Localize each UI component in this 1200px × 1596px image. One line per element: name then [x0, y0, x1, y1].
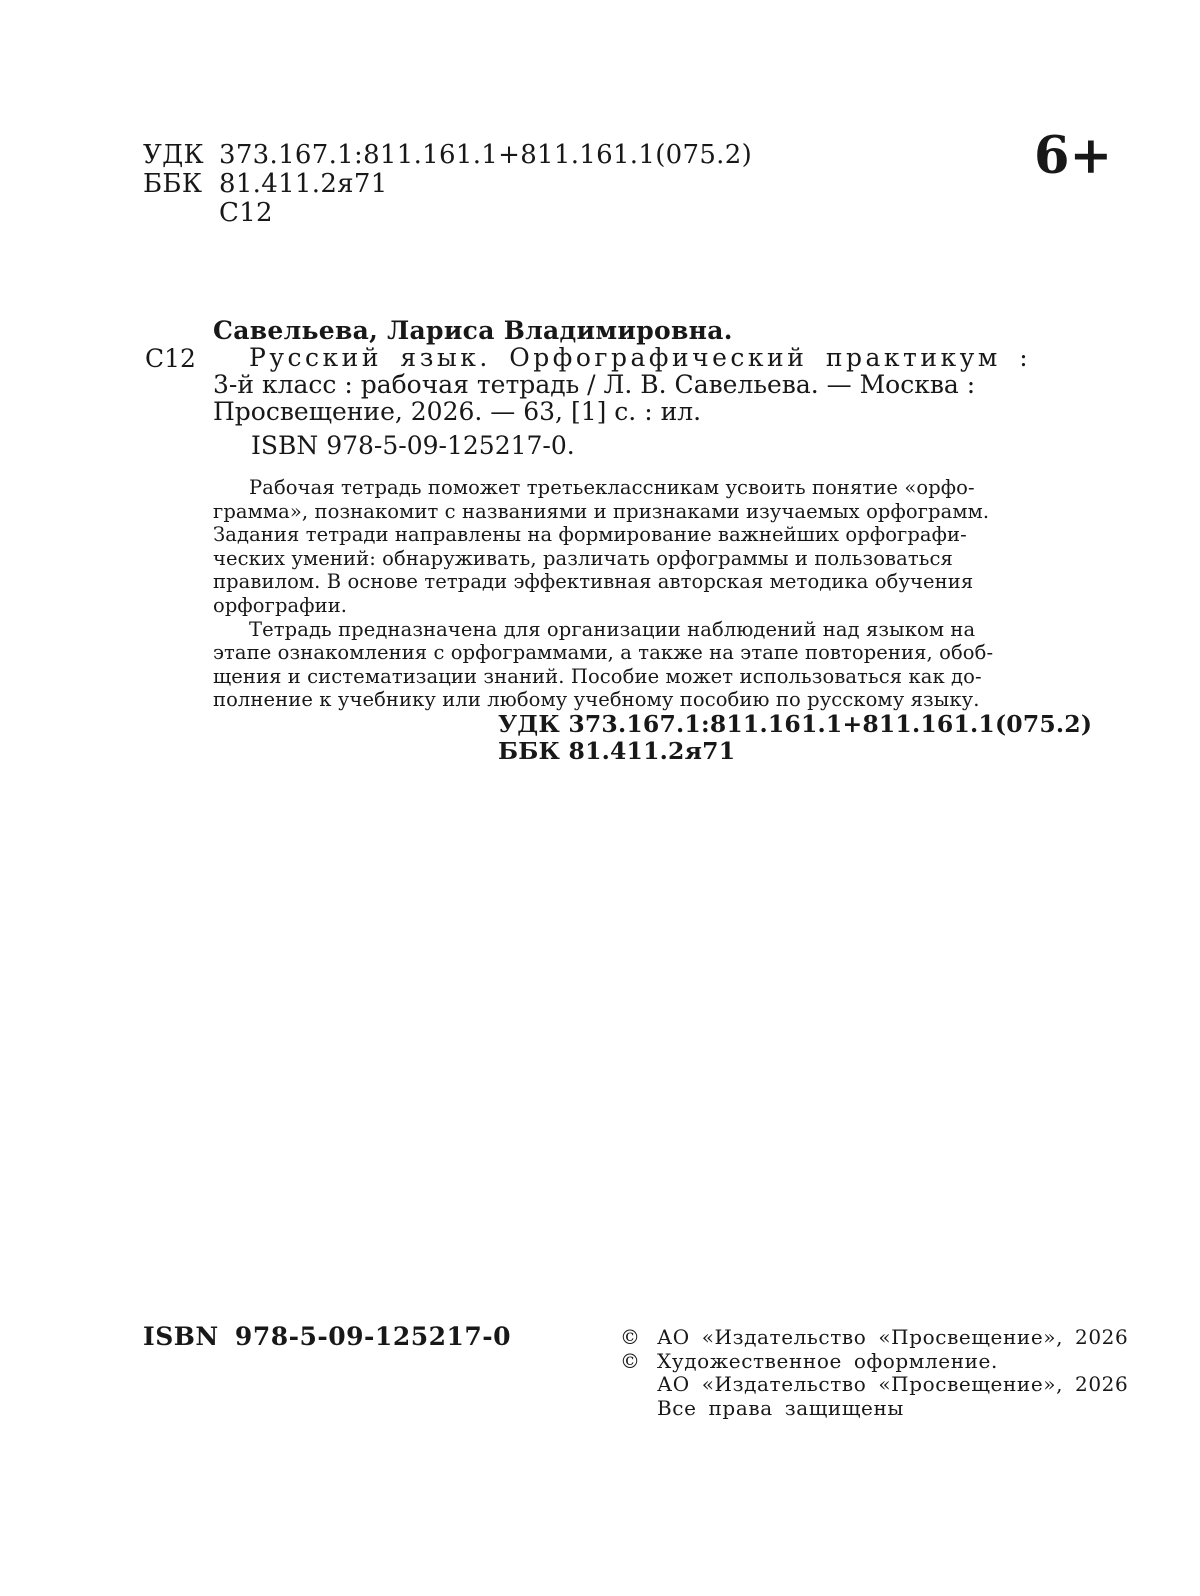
copyright-text: АО «Издательство «Просвещение», 2026 [657, 1325, 1129, 1349]
author-sign: С12 [219, 198, 273, 228]
author-heading: Савельева, Лариса Владимировна. [213, 316, 733, 345]
bbk-label: ББК [143, 169, 203, 199]
annotation-line: орфографии. [213, 593, 348, 617]
annotation [213, 476, 994, 712]
annotation-line: правилом. В основе тетради эффективная авторская методика обучения [213, 570, 974, 594]
copyright-symbol [620, 1373, 657, 1397]
author-sign-spacer [143, 199, 219, 228]
udk-value: 373.167.1:811.161.1+811.161.1(075.2) [219, 140, 753, 170]
isbn-line: ISBN 978-5-09-125217-0. [251, 431, 575, 460]
annotation-line: грамма», познакомит с названиями и признаками изучаемых орфограмм. [213, 499, 990, 523]
bottom-isbn: ISBN 978-5-09-125217-0 [143, 1322, 512, 1351]
catalogue-entry [143, 343, 1032, 426]
copyright-block [620, 1326, 1128, 1420]
copyright-symbol: © [620, 1325, 641, 1349]
title-line-2: 3-й класс : рабочая тетрадь / Л. В. Савельева. — Москва : [213, 370, 976, 399]
annotation-line: щения и систематизации знаний. Пособие может использоваться как до- [213, 664, 982, 688]
annotation-line: этапе ознакомления с орфограммами, а также на этапе повторения, обоб- [213, 641, 994, 665]
copyright-symbol [620, 1397, 657, 1421]
footer-cataloguing-codes [498, 711, 1092, 765]
annotation-paragraph-1 [213, 476, 990, 618]
top-cataloguing-codes [143, 141, 752, 228]
copyright-text: Художественное оформление. [657, 1348, 998, 1373]
annotation-line: Тетрадь предназначена для организации наблюдений над языком на [249, 617, 976, 641]
footer-bbk: ББК 81.411.2я71 [498, 737, 736, 765]
udk-label: УДК [143, 140, 204, 170]
bibliographic-description [213, 343, 1032, 426]
copyright-symbol: © [620, 1348, 641, 1373]
annotation-line: ческих умений: обнаруживать, различать орфограммы и пользоваться [213, 546, 953, 570]
title-line-3: Просвещение, 2026. — 63, [1] с. : ил. [213, 397, 702, 426]
age-rating-badge: 6+ [1034, 126, 1113, 186]
footer-udk: УДК 373.167.1:811.161.1+811.161.1(075.2) [498, 710, 1093, 738]
entry-sign: С12 [145, 344, 196, 373]
title-line-1: Русский язык. Орфографический практикум : [249, 343, 1032, 372]
catalogue-card [143, 316, 1032, 460]
annotation-line: Рабочая тетрадь поможет третьеклассникам усвоить понятие «орфо- [249, 476, 975, 499]
bbk-value: 81.411.2я71 [219, 169, 388, 199]
annotation-line: полнение к учебнику или любому учебному пособию по русскому языку. [213, 688, 980, 712]
copyright-text: АО «Издательство «Просвещение», 2026 [657, 1372, 1129, 1396]
annotation-paragraph-2 [213, 617, 994, 712]
annotation-line: Задания тетради направлены на формирование важнейших орфографи- [213, 523, 967, 547]
copyright-text: Все права защищены [657, 1395, 904, 1420]
